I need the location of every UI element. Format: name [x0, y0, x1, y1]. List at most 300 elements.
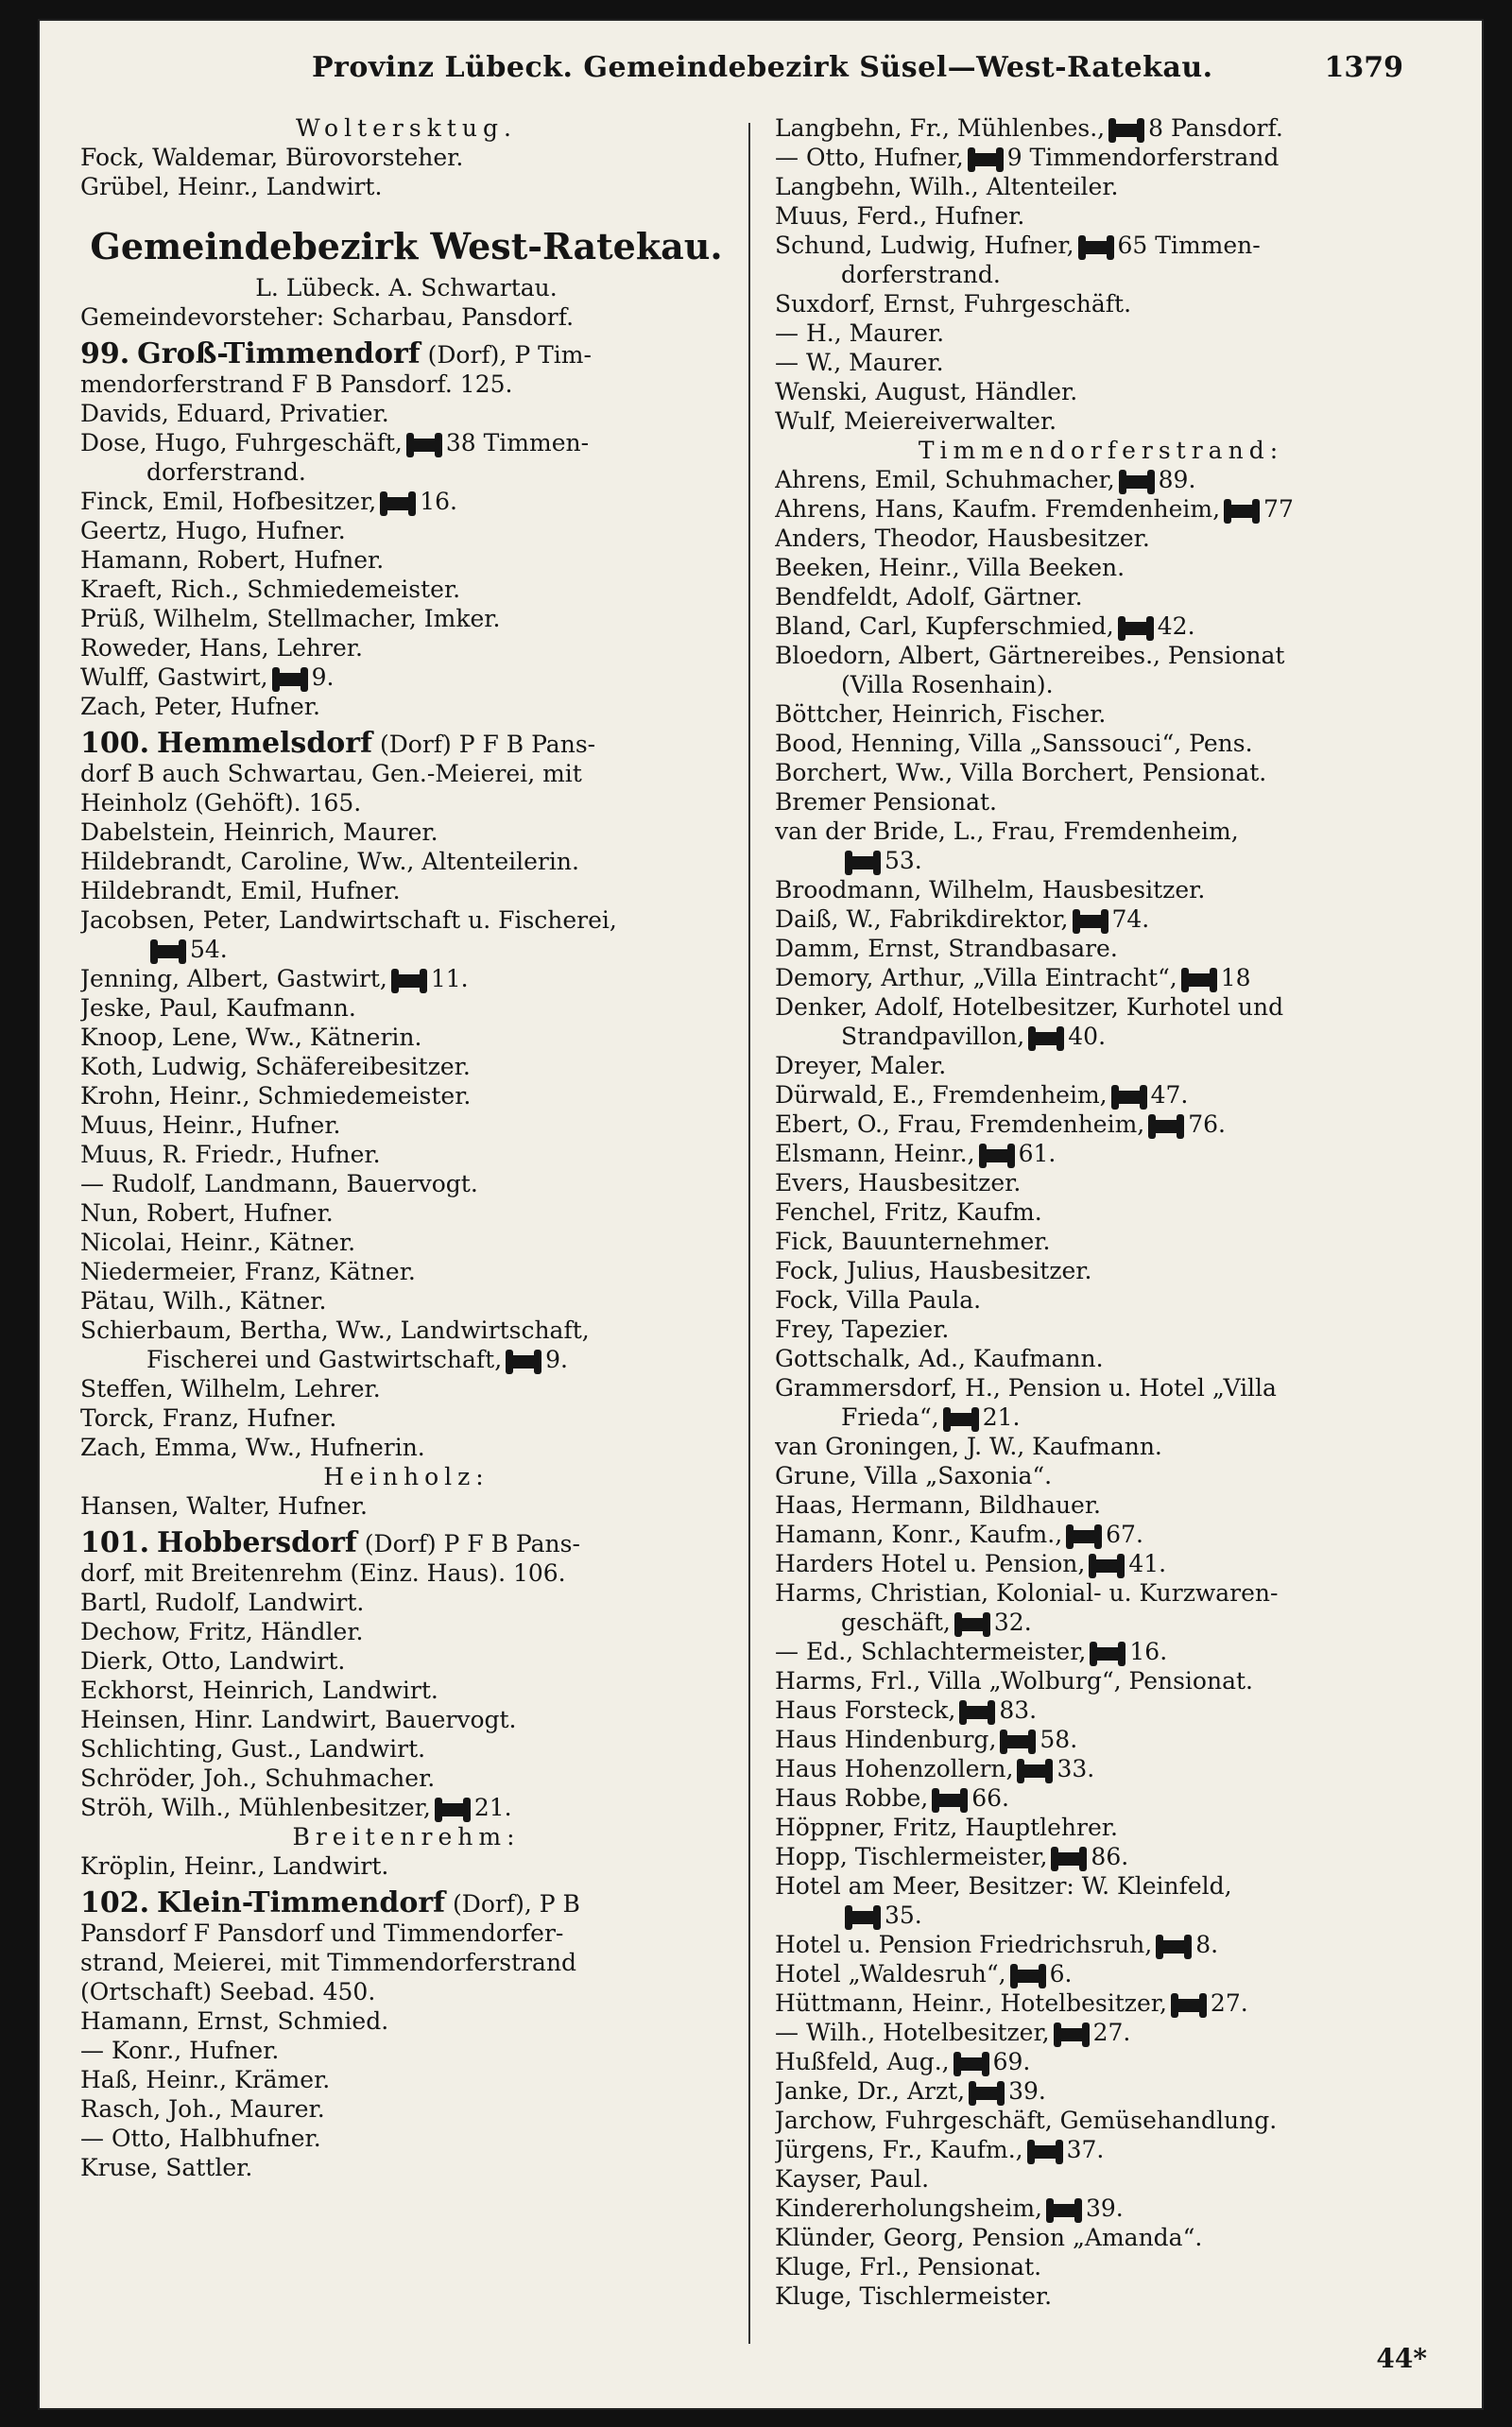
- list-item: [80, 2153, 732, 2182]
- telephone-number: 40.: [1068, 1023, 1107, 1050]
- list-item: [80, 1023, 732, 1052]
- list-item: [775, 1901, 1427, 1930]
- list-item: [775, 1637, 1427, 1666]
- list-item-text: van der Bride, L., Frau, Fremdenheim,: [775, 818, 1239, 845]
- telephone-icon: [1091, 1559, 1123, 1573]
- list-item: [80, 993, 732, 1023]
- list-item-text: dorferstrand.: [841, 261, 1001, 288]
- entry-102-desc-3: (Ortschaft) Seebad. 450.: [80, 1978, 376, 2005]
- list-item: [80, 935, 732, 964]
- telephone-number: 53.: [885, 847, 922, 874]
- entry-100-desc: dorf B auch Schwartau, Gen.-Meierei, mit: [80, 760, 582, 787]
- list-item: [775, 1285, 1427, 1315]
- entry-number: 99.: [80, 339, 130, 370]
- list-item-text: geschäft,: [841, 1609, 951, 1636]
- list-item-text: Roweder, Hans, Lehrer.: [80, 634, 363, 662]
- list-item-text: Fenchel, Fritz, Kaufm.: [775, 1198, 1042, 1226]
- telephone-icon: [847, 1911, 879, 1924]
- list-item: [80, 876, 732, 905]
- list-item: [80, 428, 732, 457]
- list-item-text: Demory, Arthur, „Villa Eintracht“,: [775, 964, 1177, 991]
- telephone-icon: [956, 1618, 988, 1631]
- list-item: [775, 1051, 1427, 1080]
- district-subheading: L. Lübeck. A. Schwartau.: [255, 274, 558, 301]
- list-item: [775, 1403, 1427, 1432]
- signature-mark: 44*: [1376, 2343, 1427, 2374]
- telephone-icon: [1002, 1735, 1034, 1748]
- list-item-text: Eckhorst, Heinrich, Landwirt.: [80, 1677, 438, 1704]
- directory-page: [38, 19, 1484, 2410]
- list-item-text: Prüß, Wilhelm, Stellmacher, Imker.: [80, 605, 501, 632]
- list-item: [775, 1871, 1427, 1901]
- telephone-number: 9 Timmendorferstrand: [1006, 144, 1280, 171]
- list-item-text: Daiß, W., Fabrikdirektor,: [775, 905, 1069, 933]
- running-title: Provinz Lübeck. Gemeindebezirk Süsel—West-Ratekau.: [312, 51, 1213, 84]
- locality-heading-breitenrehm: Breitenrehm:: [292, 1823, 521, 1850]
- list-item-text: Bland, Carl, Kupferschmied,: [775, 612, 1114, 640]
- list-item-text: Zach, Emma, Ww., Hufnerin.: [80, 1434, 425, 1461]
- list-item-text: Dabelstein, Heinrich, Maurer.: [80, 818, 438, 846]
- locality-heading-timmendorferstrand: Timmendorferstrand:: [918, 437, 1284, 464]
- telephone-icon: [1091, 1647, 1124, 1661]
- entry-101-list: [80, 1588, 732, 1822]
- list-item: [775, 143, 1427, 172]
- entry-100-list: [80, 818, 732, 1462]
- list-item-text: Fock, Villa Paula.: [775, 1286, 982, 1314]
- list-item: [775, 1813, 1427, 1842]
- telephone-icon: [408, 439, 440, 452]
- entry-99-desc: mendorferstrand F B Pansdorf. 125.: [80, 370, 513, 398]
- telephone-icon: [1012, 1970, 1044, 1983]
- list-item-text: Niedermeier, Franz, Kätner.: [80, 1258, 416, 1285]
- telephone-icon: [1120, 622, 1152, 635]
- list-item-text: Hüttmann, Heinr., Hotelbesitzer,: [775, 1989, 1167, 2017]
- telephone-icon: [1030, 1032, 1062, 1045]
- list-item-text: — H., Maurer.: [775, 319, 945, 347]
- list-item: [775, 2076, 1427, 2106]
- list-item: [775, 992, 1427, 1022]
- entry-number: 100.: [80, 729, 150, 759]
- list-item: [80, 399, 732, 428]
- list-item: [775, 1988, 1427, 2018]
- list-item-text: Schund, Ludwig, Hufner,: [775, 232, 1074, 259]
- list-item: [80, 1198, 732, 1228]
- list-item-text: Evers, Hausbesitzer.: [775, 1169, 1022, 1196]
- list-item-text: Jeske, Paul, Kaufmann.: [80, 994, 356, 1022]
- list-item-text: Wulf, Meiereiverwalter.: [775, 407, 1057, 435]
- list-item-text: Wenski, August, Händler.: [775, 378, 1078, 405]
- telephone-number: 16.: [1129, 1638, 1168, 1665]
- list-item-text: Dose, Hugo, Fuhrgeschäft,: [80, 429, 403, 456]
- list-item-text: Jenning, Albert, Gastwirt,: [80, 965, 387, 992]
- telephone-icon: [1173, 1999, 1205, 2012]
- list-item-text: Geertz, Hugo, Hufner.: [80, 517, 346, 544]
- list-item: [775, 670, 1427, 699]
- telephone-icon: [945, 1413, 977, 1426]
- list-item-text: — Ed., Schlachtermeister,: [775, 1638, 1087, 1665]
- list-item: [80, 604, 732, 633]
- list-item: [80, 545, 732, 575]
- list-item-text: Borchert, Ww., Villa Borchert, Pensionat.: [775, 759, 1267, 786]
- list-item-text: Janke, Dr., Arzt,: [775, 2077, 966, 2105]
- list-item-text: Zach, Peter, Hufner.: [80, 693, 320, 720]
- list-item: [80, 1140, 732, 1169]
- list-item: [80, 633, 732, 663]
- list-item-text: Dierk, Otto, Landwirt.: [80, 1647, 346, 1675]
- entry-101-desc: dorf, mit Breitenrehm (Einz. Haus). 106.: [80, 1559, 566, 1587]
- list-item-text: Pätau, Wilh., Kätner.: [80, 1287, 327, 1315]
- list-item: [775, 1344, 1427, 1373]
- telephone-icon: [955, 2057, 988, 2071]
- entry-place: Hobbersdorf: [157, 1528, 357, 1558]
- list-item-text: Hotel „Waldesruh“,: [775, 1960, 1006, 1988]
- entry-102-head: [80, 1888, 732, 1919]
- entry-place: Groß-Timmendorf: [137, 339, 421, 370]
- telephone-number: 27.: [1092, 2019, 1131, 2046]
- list-item: [775, 582, 1427, 611]
- list-item: [80, 1345, 732, 1374]
- list-item-text: Fischerei und Gastwirtschaft,: [146, 1346, 503, 1373]
- list-item-text: Wulff, Gastwirt,: [80, 663, 268, 691]
- list-item-text: Kruse, Sattler.: [80, 2154, 253, 2181]
- entry-100-head: [80, 729, 732, 759]
- list-item-text: Dreyer, Maler.: [775, 1052, 947, 1079]
- list-item: [775, 201, 1427, 231]
- list-item-text: Haas, Hermann, Bildhauer.: [775, 1491, 1102, 1519]
- telephone-number: 21.: [473, 1794, 512, 1821]
- list-item: [80, 1588, 732, 1617]
- list-item-text: Frieda“,: [841, 1403, 939, 1431]
- list-item: [775, 2047, 1427, 2076]
- telephone-icon: [437, 1803, 469, 1816]
- list-item: [775, 1549, 1427, 1578]
- entry-99-list: [80, 399, 732, 721]
- list-item: [80, 818, 732, 847]
- list-item: [80, 1705, 732, 1734]
- telephone-icon: [1080, 241, 1112, 254]
- telephone-icon: [847, 856, 879, 869]
- telephone-icon: [1121, 475, 1153, 489]
- telephone-icon: [971, 2087, 1003, 2100]
- left-column: [80, 113, 732, 2182]
- telephone-number: 67.: [1106, 1521, 1143, 1548]
- list-item-text: Knoop, Lene, Ww., Kätnerin.: [80, 1024, 422, 1051]
- entry-102-list: [80, 2006, 732, 2182]
- entry-101-head: [80, 1528, 732, 1558]
- telephone-number: 83.: [999, 1696, 1038, 1724]
- list-item-text: Anders, Theodor, Hausbesitzer.: [775, 525, 1150, 552]
- list-item-text: Bloedorn, Albert, Gärtnereibes., Pensionat: [775, 642, 1285, 669]
- telephone-number: 69.: [992, 2048, 1031, 2075]
- list-item-text: Beeken, Heinr., Villa Beeken.: [775, 554, 1125, 581]
- list-item-text: Heinsen, Hinr. Landwirt, Bauervogt.: [80, 1706, 517, 1733]
- telephone-icon: [1053, 1852, 1085, 1866]
- list-item-text: Elsmann, Heinr.,: [775, 1140, 975, 1167]
- list-item: [775, 1197, 1427, 1227]
- list-item: [80, 1617, 732, 1646]
- telephone-number: 58.: [1040, 1726, 1078, 1753]
- page-number: 1379: [1324, 51, 1403, 84]
- telephone-icon: [1150, 1120, 1182, 1133]
- list-item: [775, 1168, 1427, 1197]
- list-item-text: Frey, Tapezier.: [775, 1316, 950, 1343]
- list-item: [775, 2164, 1427, 2194]
- list-item-text: Dürwald, E., Fremdenheim,: [775, 1081, 1108, 1109]
- list-item-text: Langbehn, Wilh., Altenteiler.: [775, 173, 1119, 200]
- list-item-text: — Wilh., Hotelbesitzer,: [775, 2019, 1050, 2046]
- telephone-number: 6.: [1049, 1960, 1073, 1988]
- list-item: [775, 260, 1427, 289]
- list-item: [80, 2094, 732, 2124]
- list-item: [775, 1959, 1427, 1988]
- telephone-icon: [1110, 124, 1143, 137]
- list-item: [775, 846, 1427, 875]
- list-item: [775, 2018, 1427, 2047]
- telephone-number: 21.: [982, 1403, 1021, 1431]
- telephone-number: 18: [1220, 964, 1251, 991]
- list-item: [775, 758, 1427, 787]
- list-item-text: Ströh, Wilh., Mühlenbesitzer,: [80, 1794, 431, 1821]
- timmendorferstrand-list: [775, 465, 1427, 2311]
- list-item-text: Haus Robbe,: [775, 1784, 929, 1812]
- list-item: [775, 1666, 1427, 1695]
- telephone-icon: [1029, 2145, 1061, 2159]
- telephone-icon: [1019, 1764, 1051, 1778]
- list-item: Hansen, Walter, Hufner.: [80, 1492, 368, 1520]
- telephone-icon: [1048, 2204, 1080, 2217]
- telephone-icon: [970, 153, 1002, 166]
- list-item: [775, 1490, 1427, 1520]
- list-item-text: Ebert, O., Frau, Fremdenheim,: [775, 1110, 1145, 1138]
- telephone-number: 74.: [1111, 905, 1150, 933]
- list-item-text: Dechow, Fritz, Händler.: [80, 1618, 364, 1645]
- page-header: [38, 45, 1484, 93]
- list-item-text: Hotel am Meer, Besitzer: W. Kleinfeld,: [775, 1872, 1232, 1900]
- list-item-text: — Rudolf, Landmann, Bauervogt.: [80, 1170, 478, 1197]
- list-item: [775, 875, 1427, 904]
- telephone-number: 42.: [1157, 612, 1195, 640]
- list-item-text: dorferstrand.: [146, 458, 306, 486]
- telephone-number: 39.: [1008, 2077, 1046, 2105]
- list-item: [775, 2252, 1427, 2281]
- entry-desc: (Dorf) P F B Pans-: [372, 731, 596, 758]
- list-item: [775, 1256, 1427, 1285]
- list-item-text: Harders Hotel u. Pension,: [775, 1550, 1086, 1577]
- telephone-icon: [981, 1149, 1013, 1162]
- telephone-number: 39.: [1086, 2195, 1124, 2222]
- list-item: [775, 1783, 1427, 1813]
- list-item-text: Fick, Bauunternehmer.: [775, 1228, 1051, 1255]
- list-item: [775, 2106, 1427, 2135]
- list-item: [80, 2006, 732, 2036]
- district-heading: Gemeindebezirk West-Ratekau.: [90, 225, 723, 267]
- list-item-text: van Groningen, J. W., Kaufmann.: [775, 1433, 1162, 1460]
- list-item-text: Höppner, Fritz, Hauptlehrer.: [775, 1814, 1118, 1841]
- list-item-text: Nun, Robert, Hufner.: [80, 1199, 334, 1227]
- list-item: [775, 318, 1427, 348]
- telephone-number: 32.: [993, 1609, 1032, 1636]
- entry-desc: (Dorf) P F B Pans-: [356, 1530, 580, 1558]
- telephone-number: 35.: [885, 1902, 922, 1929]
- gemeindevorsteher: Gemeindevorsteher: Scharbau, Pansdorf.: [80, 303, 575, 331]
- list-item-text: Bendfeldt, Adolf, Gärtner.: [775, 583, 1083, 611]
- telephone-icon: [1113, 1091, 1145, 1104]
- list-item-text: Steffen, Wilhelm, Lehrer.: [80, 1375, 381, 1403]
- telephone-number: 54.: [190, 936, 228, 963]
- list-item-text: Denker, Adolf, Hotelbesitzer, Kurhotel und: [775, 993, 1284, 1021]
- list-item: [80, 1676, 732, 1705]
- list-item-text: Bood, Henning, Villa „Sanssouci“, Pens.: [775, 730, 1253, 757]
- list-item-text: Strandpavillon,: [841, 1023, 1025, 1050]
- list-item-text: Fock, Julius, Hausbesitzer.: [775, 1257, 1092, 1284]
- list-item-text: Muus, Ferd., Hufner.: [775, 202, 1025, 230]
- entry-desc: (Dorf), P Tim-: [420, 341, 592, 369]
- entry-99-head: [80, 339, 732, 370]
- list-item: [80, 905, 732, 935]
- list-item: [775, 1842, 1427, 1871]
- telephone-number: 76.: [1188, 1110, 1227, 1138]
- list-item: [80, 1257, 732, 1286]
- telephone-number: 66.: [971, 1784, 1009, 1812]
- list-item-text: Damm, Ernst, Strandbasare.: [775, 935, 1118, 962]
- list-item-text: Haß, Heinr., Krämer.: [80, 2066, 331, 2093]
- list-item: [775, 1578, 1427, 1608]
- telephone-number: 86.: [1091, 1843, 1129, 1870]
- entry-100-desc-2: Heinholz (Gehöft). 165.: [80, 789, 362, 817]
- list-item-text: Hotel u. Pension Friedrichsruh,: [775, 1931, 1153, 1958]
- locality-heading-heinholz: Heinholz:: [323, 1463, 490, 1490]
- list-item: [775, 348, 1427, 377]
- telephone-icon: [274, 673, 306, 686]
- list-item-text: — Otto, Halbhufner.: [80, 2125, 321, 2152]
- telephone-icon: [1158, 1940, 1190, 1954]
- list-item: [80, 1374, 732, 1403]
- list-item-text: — Otto, Hufner,: [775, 144, 964, 171]
- list-item: [775, 1080, 1427, 1110]
- list-item: Fock, Waldemar, Bürovorsteher.: [80, 144, 464, 171]
- list-item: [80, 692, 732, 721]
- list-item: [775, 1754, 1427, 1783]
- list-item: [80, 457, 732, 487]
- entry-number: 102.: [80, 1888, 150, 1919]
- telephone-number: 9.: [311, 663, 335, 691]
- telephone-number: 65 Timmen-: [1117, 232, 1261, 259]
- list-item: [80, 1110, 732, 1140]
- telephone-icon: [1226, 505, 1258, 518]
- telephone-number: 8.: [1195, 1931, 1219, 1958]
- list-item: [80, 1764, 732, 1793]
- list-item-text: Suxdorf, Ernst, Fuhrgeschäft.: [775, 290, 1132, 318]
- list-item-text: Kindererholungsheim,: [775, 2195, 1042, 2222]
- right-column: [775, 113, 1427, 2311]
- entry-place: Klein-Timmendorf: [157, 1888, 446, 1919]
- list-item: [775, 699, 1427, 729]
- list-item-text: Hopp, Tischlermeister,: [775, 1843, 1048, 1870]
- telephone-number: 61.: [1018, 1140, 1057, 1167]
- list-item-text: Hildebrandt, Emil, Hufner.: [80, 877, 401, 904]
- list-item-text: Schierbaum, Bertha, Ww., Landwirtschaft,: [80, 1317, 590, 1344]
- telephone-icon: [1074, 915, 1107, 928]
- telephone-icon: [961, 1706, 993, 1719]
- list-item: [775, 787, 1427, 817]
- list-item: [775, 113, 1427, 143]
- list-item: [80, 1316, 732, 1345]
- locality-heading-woltersk: Woltersktug.: [296, 114, 517, 142]
- list-item-text: — Konr., Hufner.: [80, 2037, 280, 2064]
- list-item: [775, 729, 1427, 758]
- entry-place: Hemmelsdorf: [157, 729, 373, 759]
- telephone-icon: [393, 974, 425, 988]
- list-item: [775, 406, 1427, 436]
- list-item-text: Klünder, Georg, Pension „Amanda“.: [775, 2224, 1203, 2251]
- telephone-icon: [1068, 1530, 1100, 1543]
- list-item: [775, 1373, 1427, 1403]
- list-item: [80, 1169, 732, 1198]
- list-item-text: Broodmann, Wilhelm, Hausbesitzer.: [775, 876, 1206, 904]
- list-item-text: Haus Hindenburg,: [775, 1726, 997, 1753]
- list-item-text: Kluge, Frl., Pensionat.: [775, 2253, 1042, 2281]
- list-item: [80, 1433, 732, 1462]
- telephone-icon: [507, 1355, 540, 1368]
- list-item: [775, 1227, 1427, 1256]
- list-item-text: Krohn, Heinr., Schmiedemeister.: [80, 1082, 472, 1110]
- list-item: [80, 487, 732, 516]
- list-item-text: Rasch, Joh., Maurer.: [80, 2095, 325, 2123]
- list-item: [80, 2124, 732, 2153]
- telephone-number: 77: [1263, 495, 1294, 523]
- list-item: [775, 1139, 1427, 1168]
- list-item: [775, 1432, 1427, 1461]
- list-item-text: Finck, Emil, Hofbesitzer,: [80, 488, 377, 515]
- list-item-text: Harms, Frl., Villa „Wolburg“, Pensionat.: [775, 1667, 1253, 1695]
- entry-desc: (Dorf), P B: [445, 1890, 580, 1918]
- telephone-number: 8 Pansdorf.: [1148, 114, 1283, 142]
- list-item: [775, 289, 1427, 318]
- list-item: [775, 494, 1427, 524]
- list-item-text: Kayser, Paul.: [775, 2165, 930, 2193]
- list-item: [775, 2194, 1427, 2223]
- telephone-icon: [382, 497, 414, 510]
- telephone-number: 38 Timmen-: [445, 429, 590, 456]
- telephone-number: 16.: [420, 488, 457, 515]
- list-item-text: Muus, R. Friedr., Hufner.: [80, 1141, 381, 1168]
- list-item: [80, 1734, 732, 1764]
- list-item: [80, 1646, 732, 1676]
- list-item: [80, 1081, 732, 1110]
- telephone-number: 33.: [1057, 1755, 1095, 1782]
- telephone-number: 41.: [1128, 1550, 1167, 1577]
- list-item-text: Böttcher, Heinrich, Fischer.: [775, 700, 1107, 728]
- list-item: [775, 2223, 1427, 2252]
- list-item: [775, 817, 1427, 846]
- telephone-number: 89.: [1158, 466, 1196, 493]
- list-item: [80, 1793, 732, 1822]
- list-item-text: (Villa Rosenhain).: [841, 671, 1054, 698]
- list-item: [80, 516, 732, 545]
- list-item-text: Kraeft, Rich., Schmiedemeister.: [80, 576, 461, 603]
- list-item: [775, 377, 1427, 406]
- telephone-icon: [934, 1794, 966, 1807]
- list-item: [80, 2065, 732, 2094]
- list-item-text: Schlichting, Gust., Landwirt.: [80, 1735, 426, 1763]
- list-item-text: Kluge, Tischlermeister.: [775, 2282, 1053, 2310]
- list-item-text: Grammersdorf, H., Pension u. Hotel „Villa: [775, 1374, 1277, 1402]
- list-item-text: Hamann, Konr., Kaufm.,: [775, 1521, 1063, 1548]
- list-item-text: Harms, Christian, Kolonial- u. Kurzwaren-: [775, 1579, 1279, 1607]
- list-item-text: Ahrens, Emil, Schuhmacher,: [775, 466, 1115, 493]
- list-item: [775, 465, 1427, 494]
- list-item-text: Haus Forsteck,: [775, 1696, 956, 1724]
